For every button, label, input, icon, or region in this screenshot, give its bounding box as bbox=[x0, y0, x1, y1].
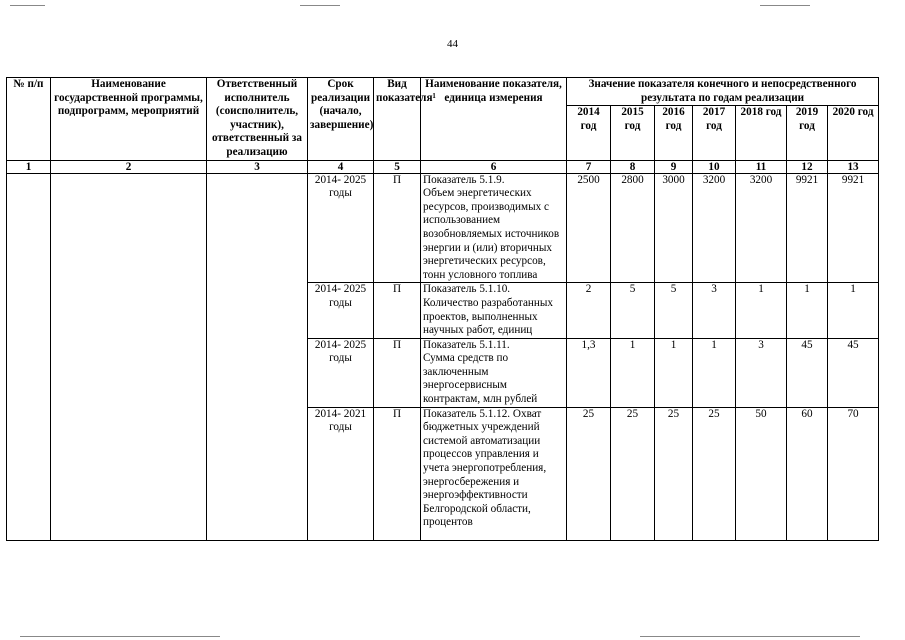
indicator-name-cell: Показатель 5.1.9. Объем энергетических ресурсов, производимых с использованием возобновляемых источников энергии и (или) вторичных энергетических ресурсов, тонн условного топлива bbox=[421, 173, 567, 283]
value-cell: 1,3 bbox=[567, 338, 611, 407]
indicator-table bbox=[6, 77, 879, 541]
scan-edge-mark bbox=[760, 5, 810, 6]
value-cell: 3 bbox=[693, 283, 736, 338]
indicator-name-cell: Показатель 5.1.12. Охват бюджетных учреждений системой автоматизации процессов управления и учета энергопотребления, энергосбережения и энергоэффективности Белгородской области, процентов bbox=[421, 407, 567, 540]
scan-edge-mark bbox=[10, 5, 45, 6]
indicator-kind-cell: П bbox=[374, 283, 421, 338]
value-cell: 2500 bbox=[567, 173, 611, 283]
value-cell: 1 bbox=[736, 283, 787, 338]
table-row bbox=[7, 173, 879, 283]
program-name-cell bbox=[51, 173, 207, 540]
row-number-cell bbox=[7, 173, 51, 540]
value-cell: 1 bbox=[693, 338, 736, 407]
column-number: 10 bbox=[693, 160, 736, 173]
value-cell: 2800 bbox=[611, 173, 655, 283]
header-year: 2017 год bbox=[693, 106, 736, 160]
header-year: 2015 год bbox=[611, 106, 655, 160]
header-program-name: Наименование государственной программы, подпрограмм, мероприятий bbox=[51, 78, 207, 161]
value-cell: 3200 bbox=[736, 173, 787, 283]
header-row bbox=[7, 78, 879, 106]
value-cell: 5 bbox=[655, 283, 693, 338]
column-number-row bbox=[7, 160, 879, 173]
indicator-kind-cell: П bbox=[374, 338, 421, 407]
indicator-kind-cell: П bbox=[374, 407, 421, 540]
value-cell: 25 bbox=[567, 407, 611, 540]
column-number: 9 bbox=[655, 160, 693, 173]
header-indicator-kind: Вид показателя¹ bbox=[374, 78, 421, 161]
term-cell: 2014- 2025 годы bbox=[308, 338, 374, 407]
column-number: 2 bbox=[51, 160, 207, 173]
term-cell: 2014- 2025 годы bbox=[308, 173, 374, 283]
indicator-name-cell: Показатель 5.1.10. Количество разработанных проектов, выполненных научных работ, единиц bbox=[421, 283, 567, 338]
page-number: 44 bbox=[447, 38, 458, 50]
value-cell: 5 bbox=[611, 283, 655, 338]
header-year: 2018 год bbox=[736, 106, 787, 160]
indicator-kind-cell: П bbox=[374, 173, 421, 283]
value-cell: 60 bbox=[787, 407, 828, 540]
indicator-name-cell: Показатель 5.1.11. Сумма средств по заключенным энергосервисным контрактам, млн рублей bbox=[421, 338, 567, 407]
value-cell: 25 bbox=[655, 407, 693, 540]
header-values-group: Значение показателя конечного и непосредственного результата по годам реализации bbox=[567, 78, 879, 106]
column-number: 8 bbox=[611, 160, 655, 173]
value-cell: 2 bbox=[567, 283, 611, 338]
value-cell: 50 bbox=[736, 407, 787, 540]
value-cell: 3 bbox=[736, 338, 787, 407]
value-cell: 45 bbox=[828, 338, 879, 407]
value-cell: 1 bbox=[828, 283, 879, 338]
value-cell: 1 bbox=[787, 283, 828, 338]
executor-cell bbox=[207, 173, 308, 540]
value-cell: 25 bbox=[611, 407, 655, 540]
header-num: № п/п bbox=[7, 78, 51, 161]
header-year: 2016 год bbox=[655, 106, 693, 160]
header-executor: Ответственный исполнитель (соисполнитель, участник), ответственный за реализацию bbox=[207, 78, 308, 161]
value-cell: 9921 bbox=[787, 173, 828, 283]
value-cell: 9921 bbox=[828, 173, 879, 283]
term-cell: 2014- 2021 годы bbox=[308, 407, 374, 540]
term-cell: 2014- 2025 годы bbox=[308, 283, 374, 338]
value-cell: 3000 bbox=[655, 173, 693, 283]
column-number: 13 bbox=[828, 160, 879, 173]
column-number: 4 bbox=[308, 160, 374, 173]
value-cell: 1 bbox=[655, 338, 693, 407]
header-year: 2020 год bbox=[828, 106, 879, 160]
header-indicator-name: Наименование показателя, единица измерения bbox=[421, 78, 567, 161]
column-number: 6 bbox=[421, 160, 567, 173]
column-number: 12 bbox=[787, 160, 828, 173]
column-number: 11 bbox=[736, 160, 787, 173]
value-cell: 3200 bbox=[693, 173, 736, 283]
scan-edge-mark bbox=[640, 636, 860, 637]
value-cell: 70 bbox=[828, 407, 879, 540]
column-number: 3 bbox=[207, 160, 308, 173]
column-number: 1 bbox=[7, 160, 51, 173]
value-cell: 1 bbox=[611, 338, 655, 407]
value-cell: 25 bbox=[693, 407, 736, 540]
header-term: Срок реализации (начало, завершение) bbox=[308, 78, 374, 161]
column-number: 7 bbox=[567, 160, 611, 173]
scan-edge-mark bbox=[20, 636, 220, 637]
value-cell: 45 bbox=[787, 338, 828, 407]
scan-edge-mark bbox=[300, 5, 340, 6]
header-year: 2019 год bbox=[787, 106, 828, 160]
column-number: 5 bbox=[374, 160, 421, 173]
header-year: 2014 год bbox=[567, 106, 611, 160]
